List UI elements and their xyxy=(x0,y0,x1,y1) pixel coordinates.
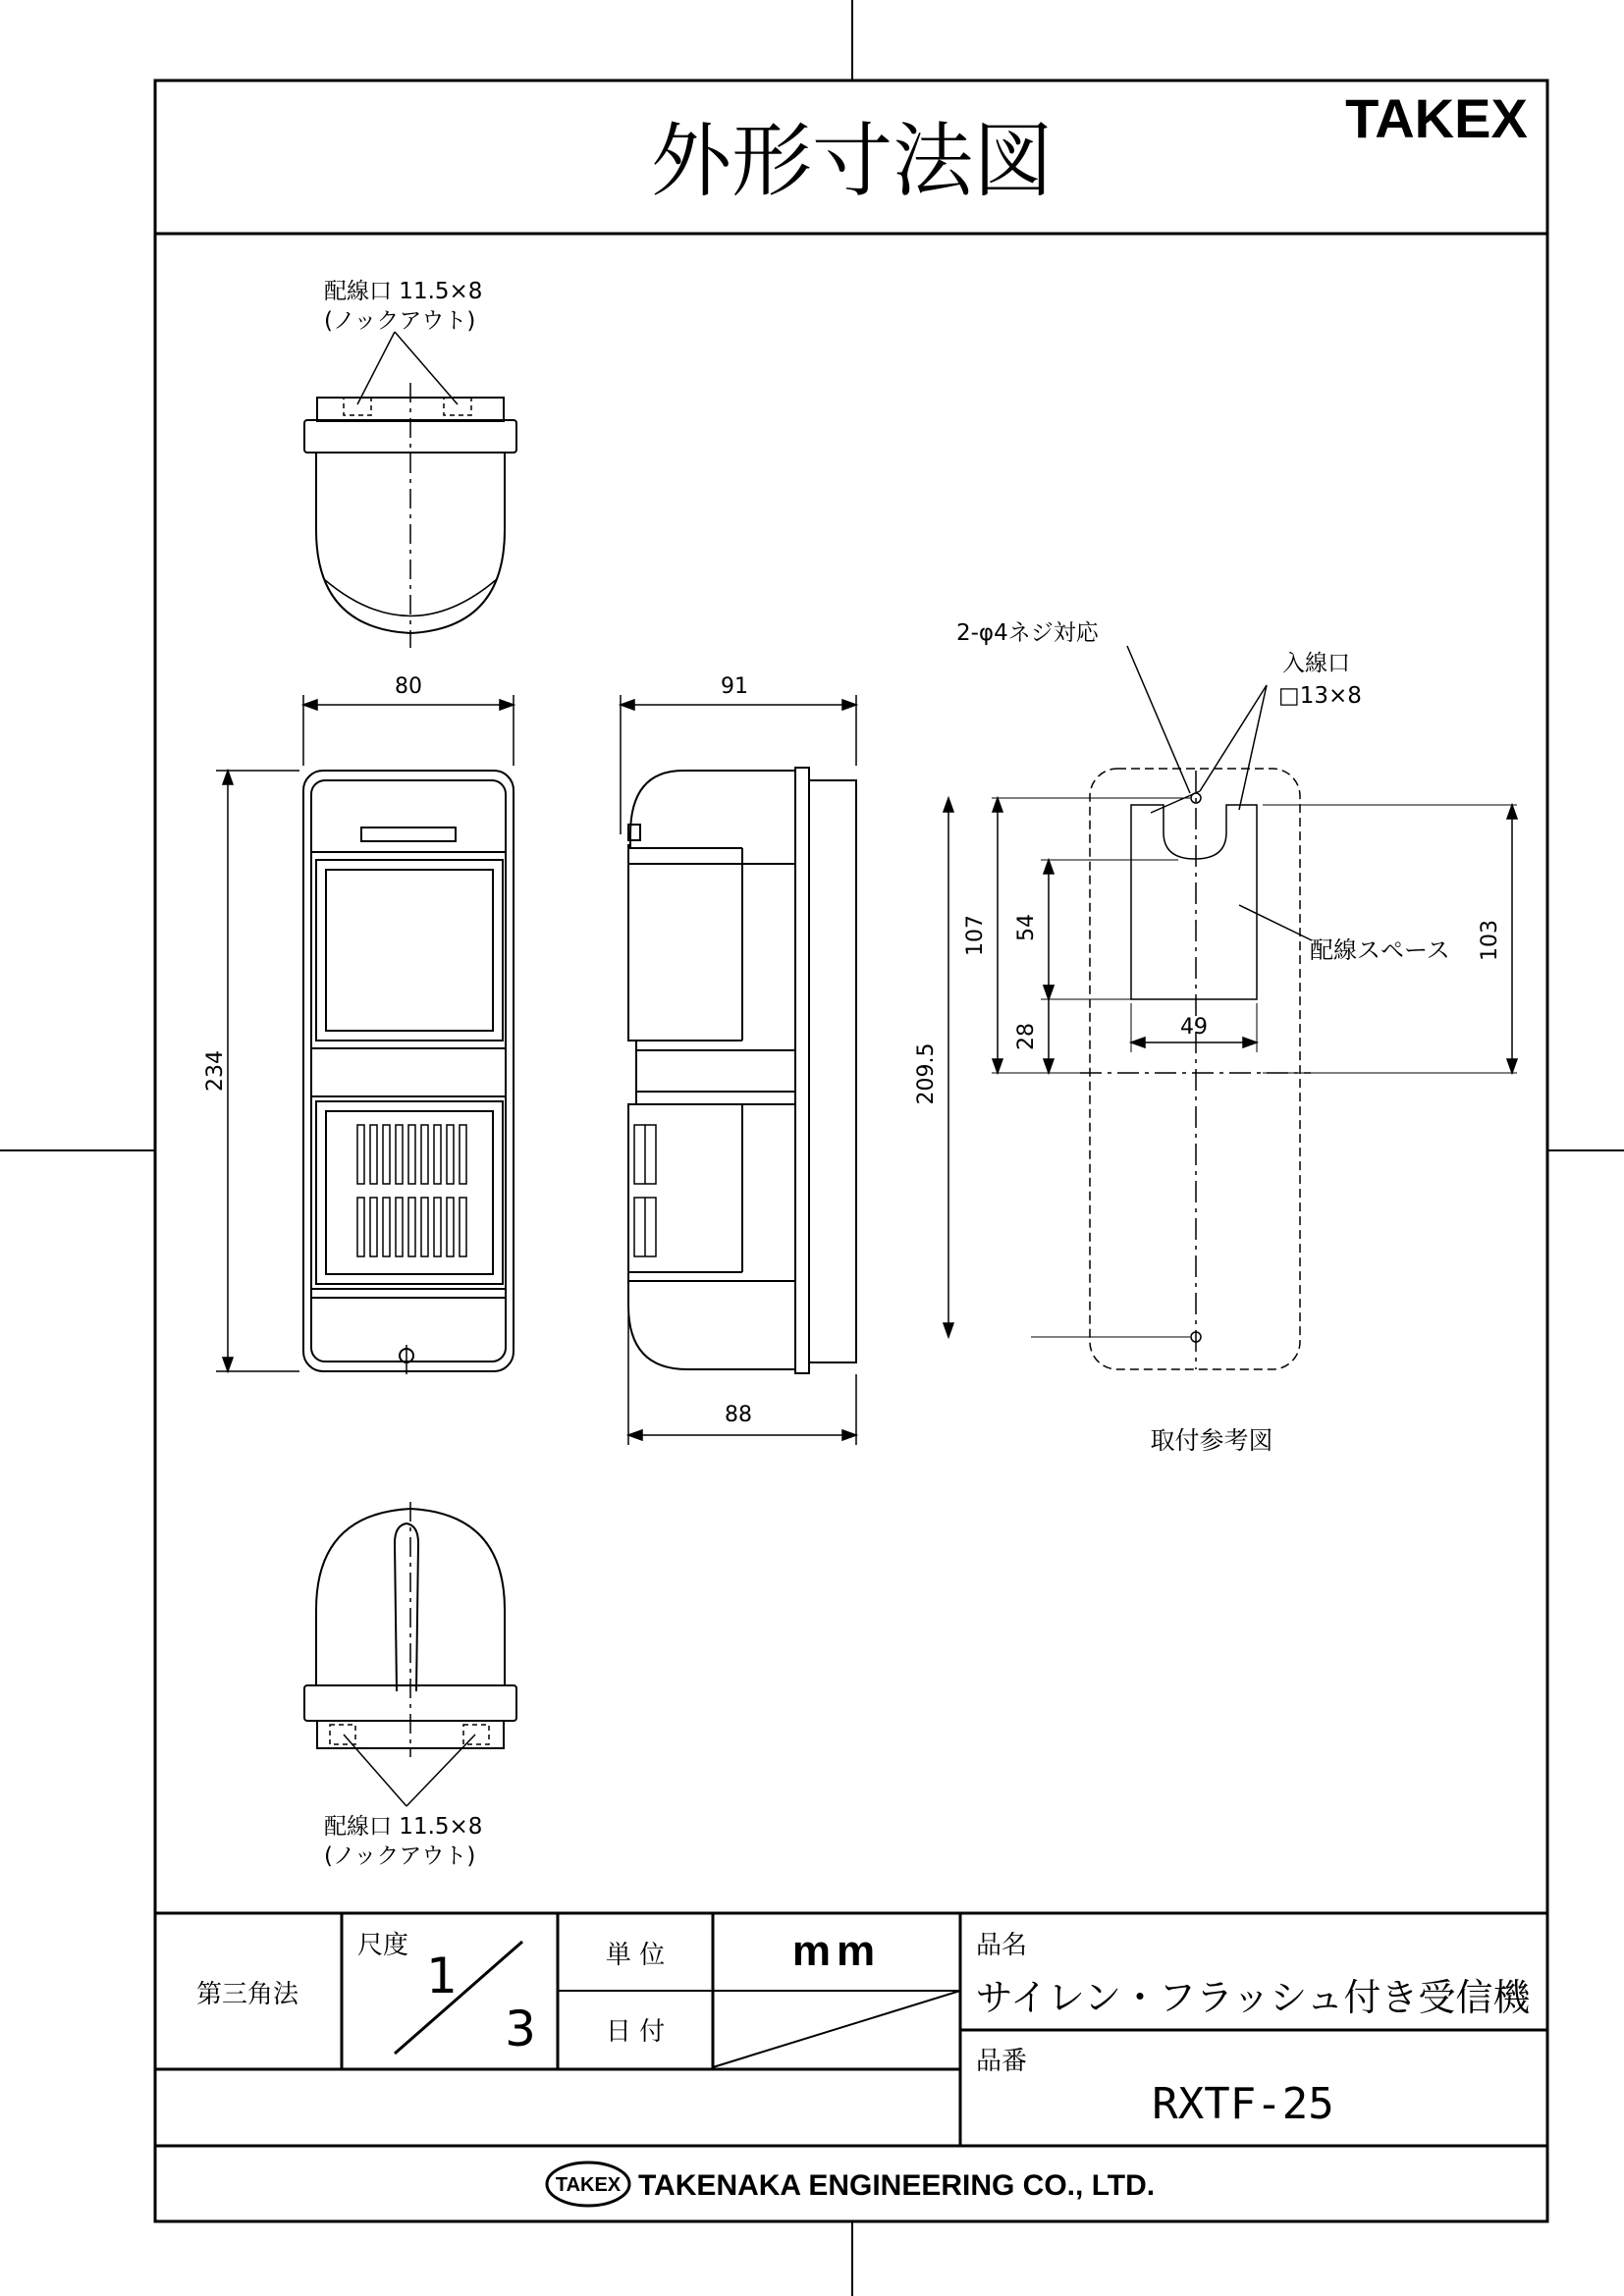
bottom-view xyxy=(304,1502,516,1806)
screw-label: 2-φ4ネジ対応 xyxy=(956,620,1099,646)
dim-103: 103 xyxy=(1478,920,1502,961)
dim-mount-pitch: 209.5 xyxy=(914,1042,939,1105)
product-name: サイレン・フラッシュ付き受信機 xyxy=(975,1976,1531,2019)
top-view xyxy=(304,332,516,648)
mount-reference xyxy=(992,769,1517,1369)
knockout-bottom-label: 配線口 11.5×8 xyxy=(324,1814,483,1840)
brand-logo: TAKEX xyxy=(1345,87,1528,149)
dim-depth-bottom: 88 xyxy=(725,1403,752,1427)
inlet-label: 入線口 xyxy=(1282,651,1350,676)
dim-107: 107 xyxy=(963,915,988,956)
wiring-space-label: 配線スペース xyxy=(1310,936,1450,964)
product-code-label: 品番 xyxy=(976,2047,1028,2076)
mount-dimension-lines xyxy=(944,646,1517,1337)
dim-49: 49 xyxy=(1180,1015,1208,1040)
page-title: 外形寸法図 xyxy=(650,115,1055,208)
dim-28: 28 xyxy=(1014,1023,1039,1050)
dim-depth-top: 91 xyxy=(721,674,748,699)
unit-label: 単 位 xyxy=(605,1941,666,1970)
inlet-size: □13×8 xyxy=(1278,683,1362,709)
scale-denominator: 3 xyxy=(505,2001,536,2057)
side-view xyxy=(628,768,856,1373)
knockout-top-note: (ノックアウト) xyxy=(324,308,476,334)
company-name: TAKENAKA ENGINEERING CO., LTD. xyxy=(638,2169,1156,2202)
mount-caption: 取付参考図 xyxy=(1150,1426,1273,1455)
front-dimension-lines xyxy=(216,695,514,1371)
scale-numerator: 1 xyxy=(426,1948,458,2004)
dim-54: 54 xyxy=(1014,914,1039,941)
unit-value: mm xyxy=(791,1927,882,1975)
date-label: 日 付 xyxy=(605,2017,666,2047)
dim-height: 234 xyxy=(203,1050,228,1092)
side-dimension-lines xyxy=(621,695,856,1445)
dim-width-front: 80 xyxy=(395,674,422,699)
projection-label: 第三角法 xyxy=(195,1980,299,2009)
scale-label: 尺度 xyxy=(357,1931,409,1960)
company-footer xyxy=(547,2163,1155,2206)
company-logo: TAKEX xyxy=(555,2174,622,2196)
front-view xyxy=(303,771,514,1374)
product-code: RXTF-25 xyxy=(1152,2079,1334,2129)
knockout-bottom-note: (ノックアウト) xyxy=(324,1843,476,1869)
product-name-label: 品名 xyxy=(976,1931,1028,1960)
knockout-top-label: 配線口 11.5×8 xyxy=(324,279,483,304)
